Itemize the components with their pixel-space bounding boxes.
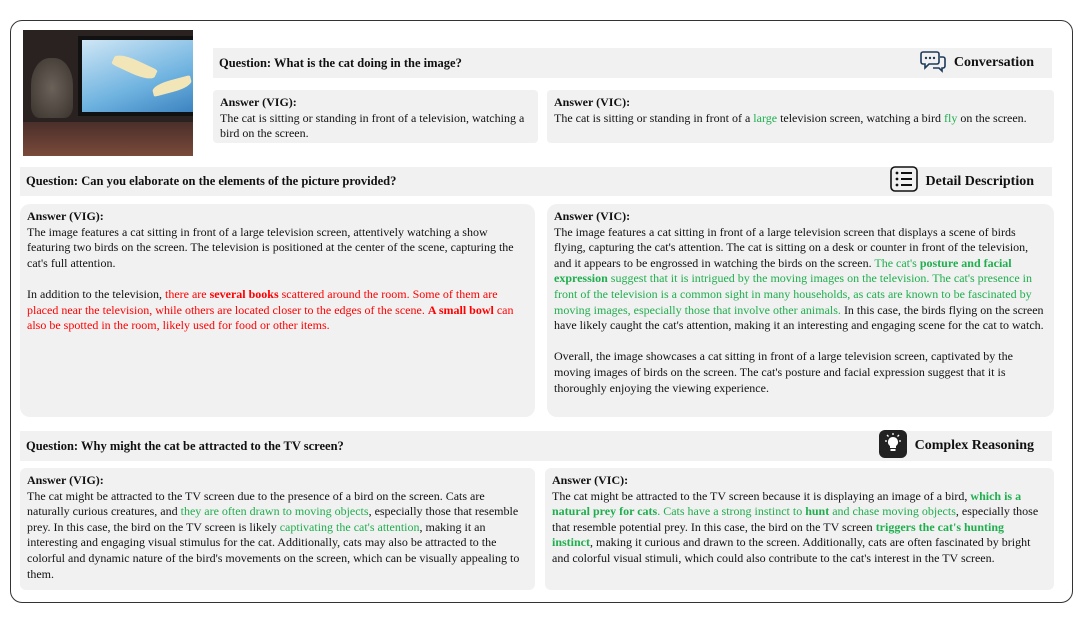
answer-text-segment: television screen, watching a bird: [777, 110, 945, 125]
tv: [78, 36, 193, 116]
category-label: Complex Reasoning: [914, 438, 1034, 453]
question-text: Question: Can you elaborate on the elements of the picture provided?: [26, 174, 397, 188]
answer-vig-box: [20, 204, 535, 417]
answer-text-segment: scattered around the room. Some of them are placed near the television, while others are located closer to the edges of the scene.: [27, 286, 498, 317]
chat-bubbles-icon: [920, 49, 946, 78]
question-bar: [20, 167, 1052, 196]
cat: [31, 58, 73, 118]
answer-text-segment: there are: [164, 286, 210, 301]
answer-text-segment: posture and facial expression: [554, 255, 1012, 286]
answer-label: Answer (VIC):: [554, 209, 631, 223]
answer-text-segment: large: [753, 110, 778, 125]
question-text: Question: What is the cat doing in the image?: [219, 55, 462, 70]
answer-text-segment: The cat might be attracted to the TV screen due to the presence of a bird on the screen. Cats are naturally curious creatures, and: [27, 488, 485, 519]
answer-text-segment: hunt: [805, 504, 830, 519]
answer-text-segment: In addition to the television,: [27, 286, 165, 301]
answer-vig-box: [20, 468, 535, 590]
answer-label: Answer (VIG):: [220, 95, 297, 109]
answer-text-segment: . Cats have a strong instinct to: [657, 504, 806, 519]
answer-text-segment: captivating the cat's attention: [279, 519, 420, 534]
answer-text-segment: A small bowl: [427, 302, 494, 317]
answer-text-segment: can also be spotted in the room, likely used for food or other items.: [27, 302, 514, 333]
answer-text-segment: , making it curious and drawn to the screen. Additionally, cats are often fascinated by bright and colorful visual stimuli, which could also contribute to the cat's interest in the TV screen.: [552, 535, 1031, 565]
answer-text-segment: and chase moving objects: [829, 504, 956, 519]
answer-text-segment: The image features a cat sitting in front of a large television screen that displays a scene of birds flying, capturing the cat's attention. The cat is sitting on a desk or counter in front of the television, and it appears to be engrossed in watching the birds on the screen.: [554, 224, 1029, 270]
answer-paragraph: [27, 287, 528, 334]
answer-text-segment: triggers the cat's hunting instinct: [552, 519, 1005, 550]
answer-text-segment: fly: [944, 110, 958, 125]
category-tag: [879, 431, 1034, 461]
question-bar: [213, 48, 1052, 78]
category-tag: [890, 167, 1034, 196]
answer-text-segment: The cat is sitting or standing in front of a television, watching a bird on the screen.: [220, 110, 525, 141]
answer-text-segment: The cat's: [874, 255, 920, 270]
answer-vic-box: [547, 90, 1054, 143]
answer-text-segment: suggest that it is intrigued by the moving images on the television. The cat's presence in front of the television is a common sight in many households, as cats are known to be fascinated by moving images, especially those that involve other animals.: [554, 271, 1032, 317]
list-icon: [890, 166, 918, 197]
answer-paragraph: [554, 349, 1047, 396]
category-label: Detail Description: [925, 173, 1034, 189]
question-bar: [20, 431, 1052, 461]
answer-label: Answer (VIG):: [27, 473, 104, 487]
answer-paragraph: [27, 489, 528, 583]
answer-vic-box: [547, 204, 1054, 417]
answer-vic-box: [545, 468, 1054, 590]
answer-paragraph: [554, 225, 1047, 334]
cat-watching-tv-image: [23, 30, 193, 156]
answer-text-segment: several books: [209, 286, 279, 301]
answer-text-segment: which is a natural prey for cats: [552, 488, 1022, 519]
answer-text-segment: The cat might be attracted to the TV screen because it is displaying an image of a bird,: [552, 488, 971, 503]
category-label: Conversation: [953, 55, 1034, 70]
answer-text-segment: , making it an interesting and engaging visual stimulus for the cat. Additionally, cats may also be attracted to the colorful and dynamic nature of the bird's movements on the screen, which can be visually appealing to them.: [27, 519, 520, 581]
answer-paragraph: [552, 489, 1047, 567]
answer-text-segment: The image features a cat sitting in front of a large television screen, attentively watching a show featuring two birds on the screen. The television is positioned at the center of the scene, capturing the cat's full attention.: [27, 224, 514, 270]
answer-text-segment: , especially those that resemble prey. In this case, the bird on the TV screen is likely: [27, 504, 519, 534]
answer-text-segment: they are often drawn to moving objects: [180, 504, 369, 519]
lightbulb-icon: [879, 430, 907, 463]
answer-text-segment: , especially those that resemble potential prey. In this case, the bird on the TV screen: [552, 504, 1039, 534]
answer-vig-box: [213, 90, 538, 143]
answer-paragraph: [554, 111, 1047, 127]
answer-text-segment: The cat is sitting or standing in front of a: [554, 110, 754, 125]
answer-paragraph: [220, 111, 531, 142]
answer-label: Answer (VIC):: [554, 95, 631, 109]
answer-text-segment: In this case, the birds flying on the screen have likely caught the cat's attention, making it an interesting and engaging scene for the cat to watch.: [554, 302, 1044, 333]
answer-label: Answer (VIG):: [27, 209, 104, 223]
answer-label: Answer (VIC):: [552, 473, 629, 487]
question-text: Question: Why might the cat be attracted to the TV screen?: [26, 438, 344, 453]
answer-text-segment: on the screen.: [957, 110, 1027, 125]
category-tag: [920, 48, 1034, 78]
answer-paragraph: [27, 225, 528, 272]
answer-text-segment: Overall, the image showcases a cat sitting in front of a large television screen, captivated by the moving images of birds on the screen. The cat's posture and facial expression suggest that it is thoroughly enjoying the viewing experience.: [554, 349, 1013, 395]
